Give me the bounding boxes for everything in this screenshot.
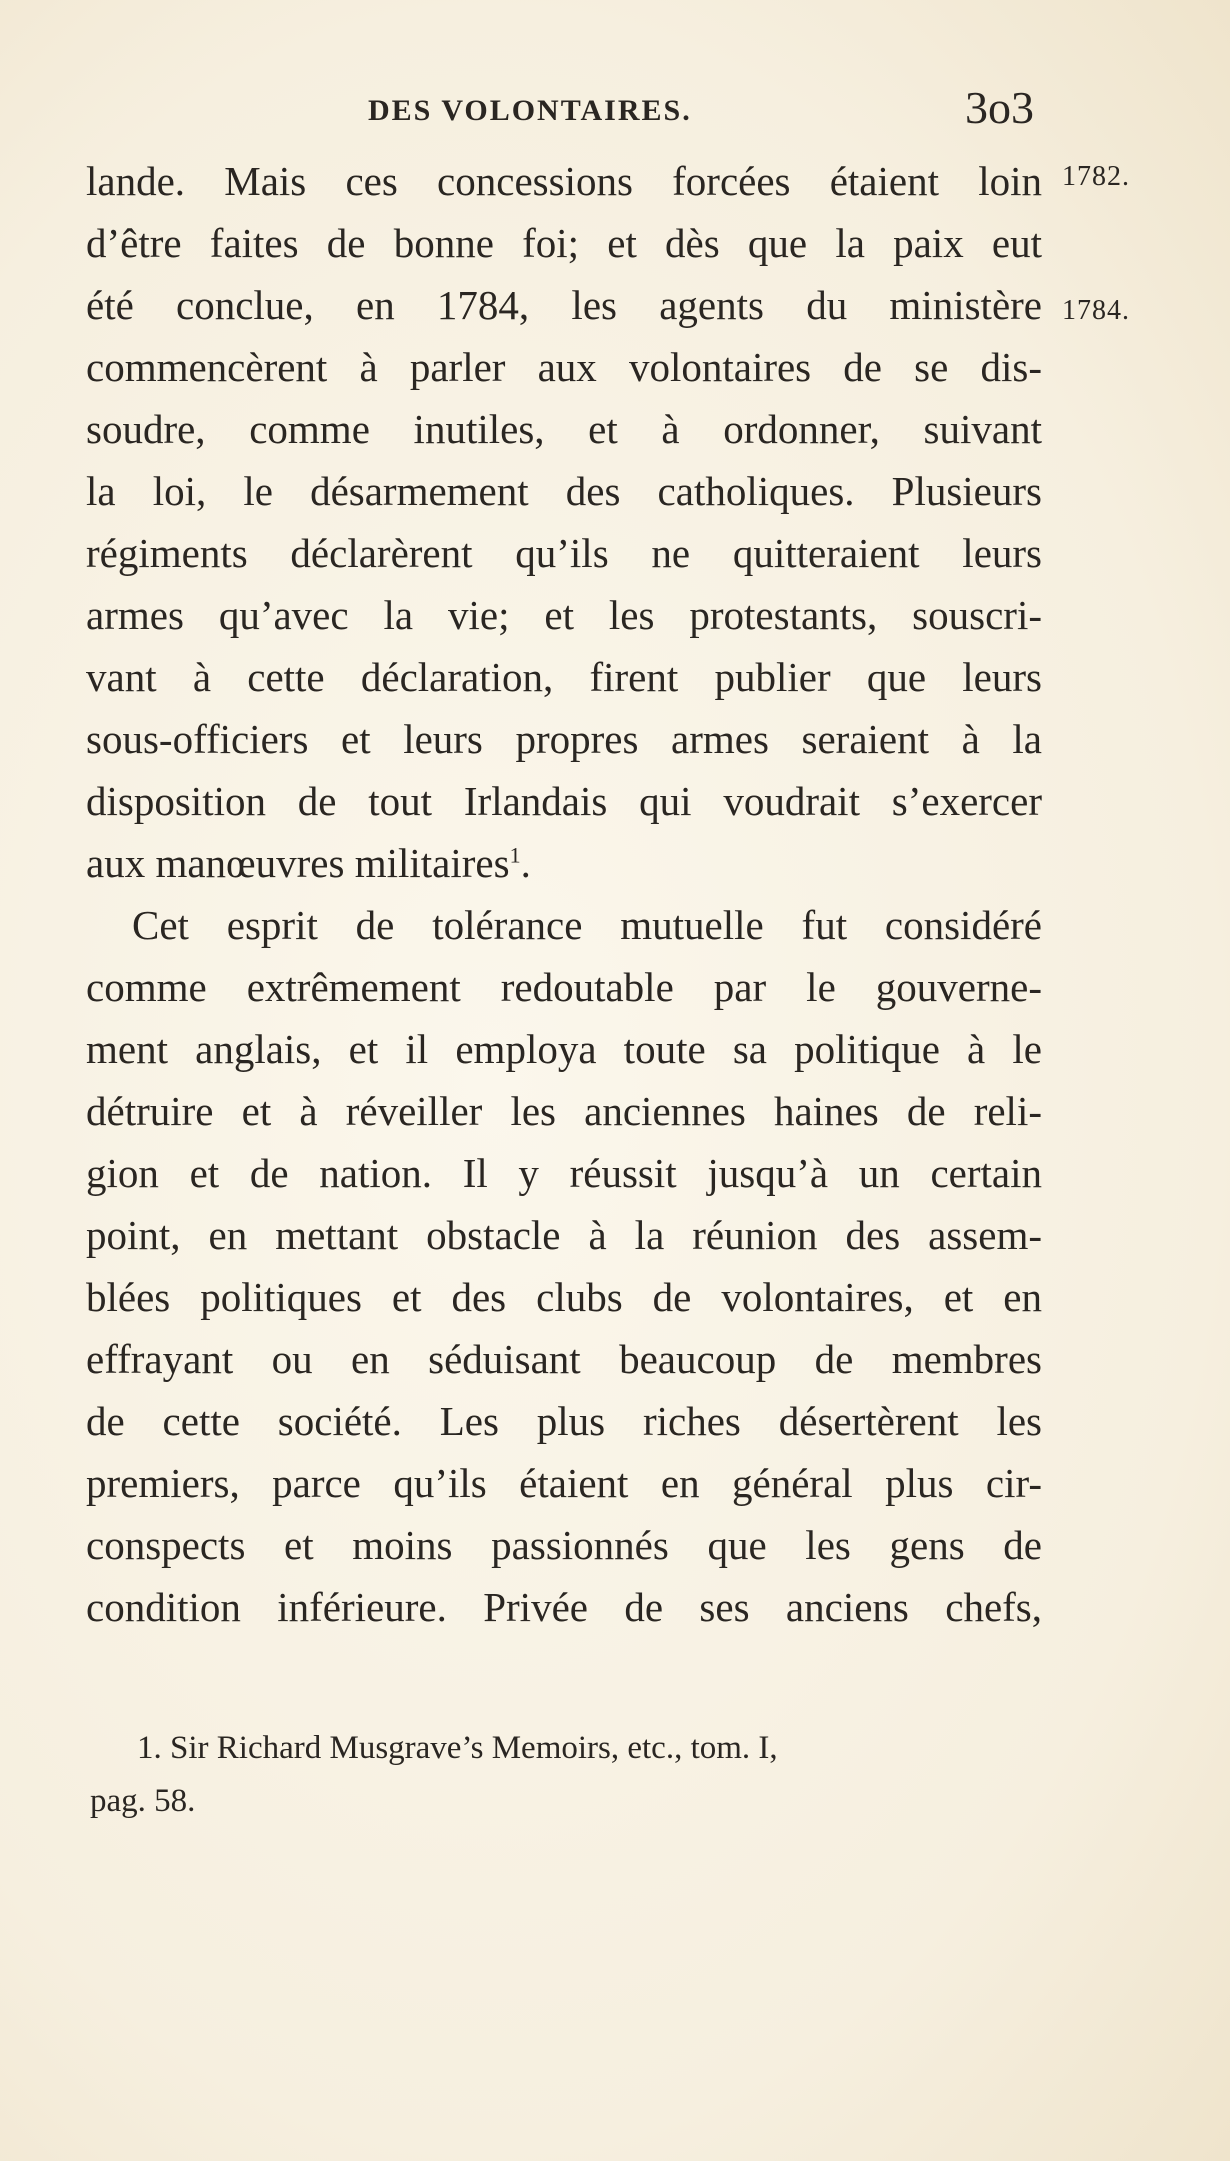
footnote bbox=[90, 1722, 1046, 1828]
text-line: gion et de nation. Il y réussit jusqu’à un certain bbox=[86, 1150, 1042, 1196]
margin-note-year: 1784. bbox=[1062, 295, 1130, 326]
text-line: comme extrêmement redoutable par le gouverne- bbox=[86, 964, 1042, 1010]
text-line: soudre, comme inutiles, et à ordonner, suivant bbox=[86, 406, 1042, 452]
text-line: de cette société. Les plus riches désertèrent les bbox=[86, 1398, 1042, 1444]
text-line: commencèrent à parler aux volontaires de se dis- bbox=[86, 344, 1042, 390]
body-text bbox=[86, 150, 1130, 1638]
footnote-line: 1. Sir Richard Musgrave’s Memoirs, etc., tom. I, bbox=[137, 1730, 778, 1766]
text-line: la loi, le désarmement des catholiques. Plusieurs bbox=[86, 468, 1042, 514]
text-line: conspects et moins passionnés que les gens de bbox=[86, 1522, 1042, 1568]
text-line: été conclue, en 1784, les agents du ministère 1784. bbox=[86, 274, 1042, 336]
text-line: aux manœuvres militaires$^1$. bbox=[86, 840, 531, 886]
text-line: disposition de tout Irlandais qui voudrait s’exercer bbox=[86, 778, 1042, 824]
text-line: armes qu’avec la vie; et les protestants, souscri- bbox=[86, 592, 1042, 638]
text-line: vant à cette déclaration, firent publier que leurs bbox=[86, 654, 1042, 700]
text-line: sous-officiers et leurs propres armes seraient à la bbox=[86, 716, 1042, 762]
margin-note-year: 1782. bbox=[1062, 161, 1130, 192]
text-line: effrayant ou en séduisant beaucoup de membres bbox=[86, 1336, 1042, 1382]
text-line: d’être faites de bonne foi; et dès que la paix eut bbox=[86, 220, 1042, 266]
paragraph-start-line: Cet esprit de tolérance mutuelle fut considéré bbox=[132, 902, 1042, 948]
text-line: détruire et à réveiller les anciennes haines de reli- bbox=[86, 1088, 1042, 1134]
text-line: premiers, parce qu’ils étaient en général plus cir- bbox=[86, 1460, 1042, 1506]
text-line: condition inférieure. Privée de ses anciens chefs, bbox=[86, 1584, 1042, 1630]
footnote-reference: 1 bbox=[509, 842, 521, 868]
running-head bbox=[0, 82, 1230, 136]
footnote-line: pag. 58. bbox=[90, 1783, 196, 1819]
text-line: ment anglais, et il employa toute sa politique à le bbox=[86, 1026, 1042, 1072]
text-line: lande. Mais ces concessions forcées étaient loin 1782. bbox=[86, 150, 1042, 212]
running-head-title: DES VOLONTAIRES. bbox=[368, 94, 692, 127]
text-line: régiments déclarèrent qu’ils ne quitteraient leurs bbox=[86, 530, 1042, 576]
text-line: blées politiques et des clubs de volontaires, et en bbox=[86, 1274, 1042, 1320]
text-line: point, en mettant obstacle à la réunion des assem- bbox=[86, 1212, 1042, 1258]
page-number: 3o3 bbox=[965, 82, 1034, 133]
